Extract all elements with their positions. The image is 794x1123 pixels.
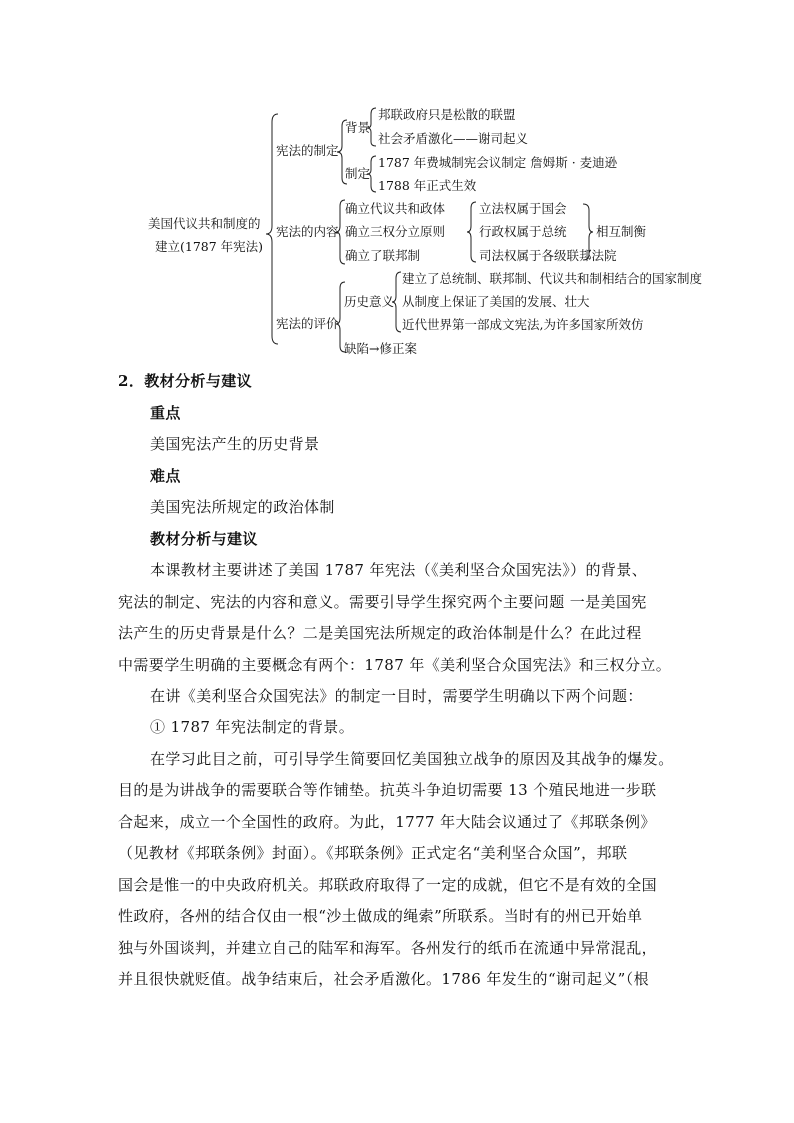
root-label-line2: 建立(1787 年宪法) (155, 239, 264, 254)
constitution-outline-diagram (0, 0, 794, 370)
difficulty-text: 美国宪法所规定的政治体制 (150, 498, 335, 516)
paragraph-line: ① 1787 年宪法制定的背景。 (150, 718, 355, 736)
paragraph-line: （见教材《邦联条例》封面）。《邦联条例》正式定名“美利坚合众国”，邦联 (118, 844, 628, 862)
historical-significance-label: 历史意义 (344, 294, 395, 309)
section-heading: 2．教材分析与建议 (118, 372, 253, 390)
paragraph-line: 目的是为讲战争的需要联合等作铺垫。抗英斗争迫切需要 13 个殖民地进一步联 (118, 781, 657, 799)
paragraph-line: 性政府，各州的结合仅由一根“沙土做成的绳索”所联系。当时有的州已开始单 (118, 907, 643, 925)
paragraph-line: 在学习此目之前，可引导学生简要回忆美国独立战争的原因及其战争的爆发。 (150, 750, 674, 768)
hist-item-3: 近代世界第一部成文宪法,为许多国家所效仿 (402, 317, 644, 332)
paragraph-line: 宪法的制定、宪法的内容和意义。需要引导学生探究两个主要问题 一是美国宪 (118, 593, 647, 611)
paragraph-line: 本课教材主要讲述了美国 1787 年宪法（《美利坚合众国宪法》）的背景、 (150, 561, 648, 579)
power-executive: 行政权属于总统 (479, 224, 567, 239)
make-item-1: 1787 年费城制宪会议制定 詹姆斯 · 麦迪逊 (378, 155, 618, 170)
hist-item-1: 建立了总统制、联邦制、代议共和制相结合的国家制度 (402, 271, 703, 286)
difficulty-label: 难点 (150, 467, 181, 485)
branch-evaluation: 宪法的评价 (276, 316, 339, 331)
paragraph-line: 合起来，成立一个全国性的政府。为此，1777 年大陆会议通过了《邦联条例》 (118, 813, 656, 831)
make-item-2: 1788 年正式生效 (378, 178, 477, 193)
making-process-label: 制定 (345, 166, 371, 181)
checks-and-balances: 相互制衡 (596, 224, 647, 239)
flaw-amendment: 缺陷→修正案 (344, 341, 417, 356)
power-judicial: 司法权属于各级联邦法院 (479, 248, 617, 263)
power-legislative: 立法权属于国会 (479, 201, 567, 216)
branch-making: 宪法的制定 (276, 143, 339, 158)
bg-item-1: 邦联政府只是松散的联盟 (378, 107, 516, 122)
branch-content: 宪法的内容 (276, 224, 339, 239)
key-point-label: 重点 (150, 404, 181, 422)
paragraph-line: 独与外国谈判，并建立自己的陆军和海军。各州发行的纸币在流通中异常混乱， (118, 939, 658, 957)
paragraph-line: 法产生的历史背景是什么？二是美国宪法所规定的政治体制是什么？在此过程 (118, 624, 642, 642)
analysis-subheading: 教材分析与建议 (150, 530, 258, 548)
paragraph-line: 国会是惟一的中央政府机关。邦联政府取得了一定的成就，但它不是有效的全国 (118, 876, 658, 894)
content-item-2: 确立三权分立原则 (345, 224, 446, 239)
hist-item-2: 从制度上保证了美国的发展、壮大 (402, 294, 590, 309)
root-label-line1: 美国代议共和制度的 (148, 216, 261, 231)
paragraph-line: 在讲《美利坚合众国宪法》的制定一目时，需要学生明确以下两个问题： (150, 687, 643, 705)
content-item-3: 确立了联邦制 (345, 248, 421, 263)
paragraph-line: 并且很快就贬值。战争结束后，社会矛盾激化。1786 年发生的“谢司起义”（根 (118, 970, 649, 988)
b2-sub-brace (467, 202, 476, 262)
paragraph-line: 中需要学生明确的主要概念有两个：1787 年《美利坚合众国宪法》和三权分立。 (118, 656, 672, 674)
key-point-text: 美国宪法产生的历史背景 (150, 435, 320, 453)
content-item-1: 确立代议共和政体 (345, 201, 446, 216)
bg-item-2: 社会矛盾激化——谢司起义 (378, 131, 529, 146)
making-background-label: 背景 (345, 120, 371, 135)
